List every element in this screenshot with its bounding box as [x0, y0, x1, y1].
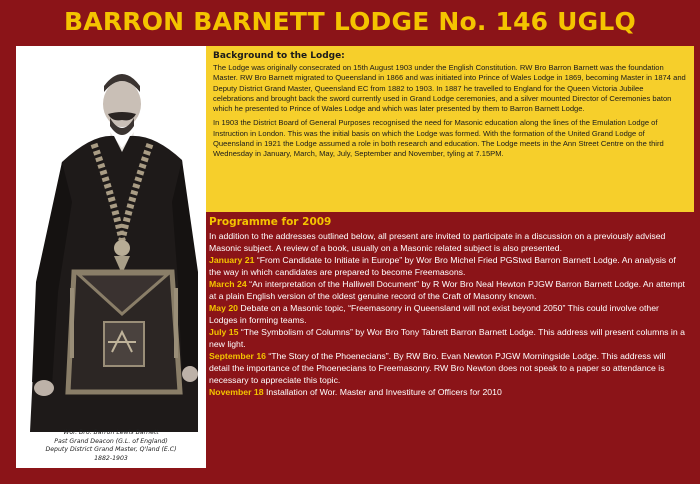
event-text: Debate on a Masonic topic, “Freemasonry in Queensland will not exist beyond 2050” This could involve other Lodges in forming teams. — [209, 303, 659, 325]
portrait-photo — [22, 52, 200, 432]
event-date: March 24 — [209, 279, 247, 289]
event-date: November 18 — [209, 387, 264, 397]
programme-event — [209, 326, 688, 350]
event-text: “The Story of the Phoenecians”. By RW Bro. Evan Newton PJGW Morningside Lodge. This address will detail the importance of the Phoenecians to Freemasonry. RW Bro Newton does not speak to a paper so attendance is necessary to appreciate this topic. — [209, 351, 666, 385]
portrait-panel — [16, 46, 206, 468]
background-section — [206, 46, 694, 212]
background-paragraph: The Lodge was originally consecrated on 15th August 1903 under the English Constitution. RW Bro Barron Barnett was the foundation Master. RW Bro Barnett migrated to Queensland in 1866 and was initiated into Prince of Wales Lodge in 1869, becoming Master in 1874 and Deputy District Grand Master, Queensland EC from 1882 to 1903. In 1887 he travelled to England for the Queen Victoria Jubilee celebrations and brought back the sword currently used in Grand Lodge ceremonies, and a silver mounted Director of Ceremonies baton which he presented to Prince of Wales Lodge and which was later presented by them to Barron Barnett Lodge. — [213, 63, 686, 114]
caption-office: Deputy District Grand Master, Q'land (E.C) — [45, 446, 177, 453]
caption-title: Past Grand Deacon (G.L. of England) — [54, 437, 168, 445]
programme-event — [209, 386, 688, 398]
programme-intro: In addition to the addresses outlined below, all present are invited to participate in a discussion on a previously advised Masonic subject. A review of a book, usually on a Masonic related subject is also presented. — [209, 231, 666, 253]
caption-name: Wor. Bro. Barron Lewis Barnett — [63, 429, 159, 436]
caption-years: 1882-1903 — [94, 454, 128, 462]
event-date: September 16 — [209, 351, 266, 361]
portrait-caption — [18, 429, 204, 463]
event-date: January 21 — [209, 255, 255, 265]
programme-section — [206, 214, 694, 476]
event-text: “From Candidate to Initiate in Europe” by Wor Bro Michel Fried PGStwd Barron Barnett Lodge. An analysis of the way in which candidates are prepared to become Freemasons. — [209, 255, 676, 277]
page-title: BARRON BARNETT LODGE No. 146 UGLQ — [64, 7, 636, 36]
event-date: July 15 — [209, 327, 239, 337]
programme-event — [209, 278, 688, 302]
programme-event — [209, 350, 688, 386]
programme-event — [209, 302, 688, 326]
event-text: “An interpretation of the Halliwell Document” by R Wor Bro Neal Hewton PJGW Barron Barnett Lodge. An attempt at a plain English version of the oldest genuine record of the Craft of Masonry known. — [209, 279, 685, 301]
event-text: “The Symbolism of Columns” by Wor Bro Tony Tabrett Barron Barnett Lodge. This address will present columns in a new light. — [209, 327, 685, 349]
event-date: May 20 — [209, 303, 238, 313]
background-paragraph: In 1903 the District Board of General Purposes recognised the need for Masonic education along the lines of the Emulation Lodge of Instruction in London. This was the initial basis on which the Lodge was formed. With the formation of the United Grand Lodge of Queensland in 1921 the Lodge assumed a role in both research and education. The Lodge meets in the Ann Street Centre on the third Wednesday in January, March, May, July, September and November, tyling at 7.15PM. — [213, 118, 664, 159]
programme-heading: Programme for 2009 — [209, 216, 332, 228]
programme-event — [209, 254, 688, 278]
event-text: Installation of Wor. Master and Investiture of Officers for 2010 — [263, 387, 502, 397]
background-heading: Background to the Lodge: — [213, 51, 345, 61]
